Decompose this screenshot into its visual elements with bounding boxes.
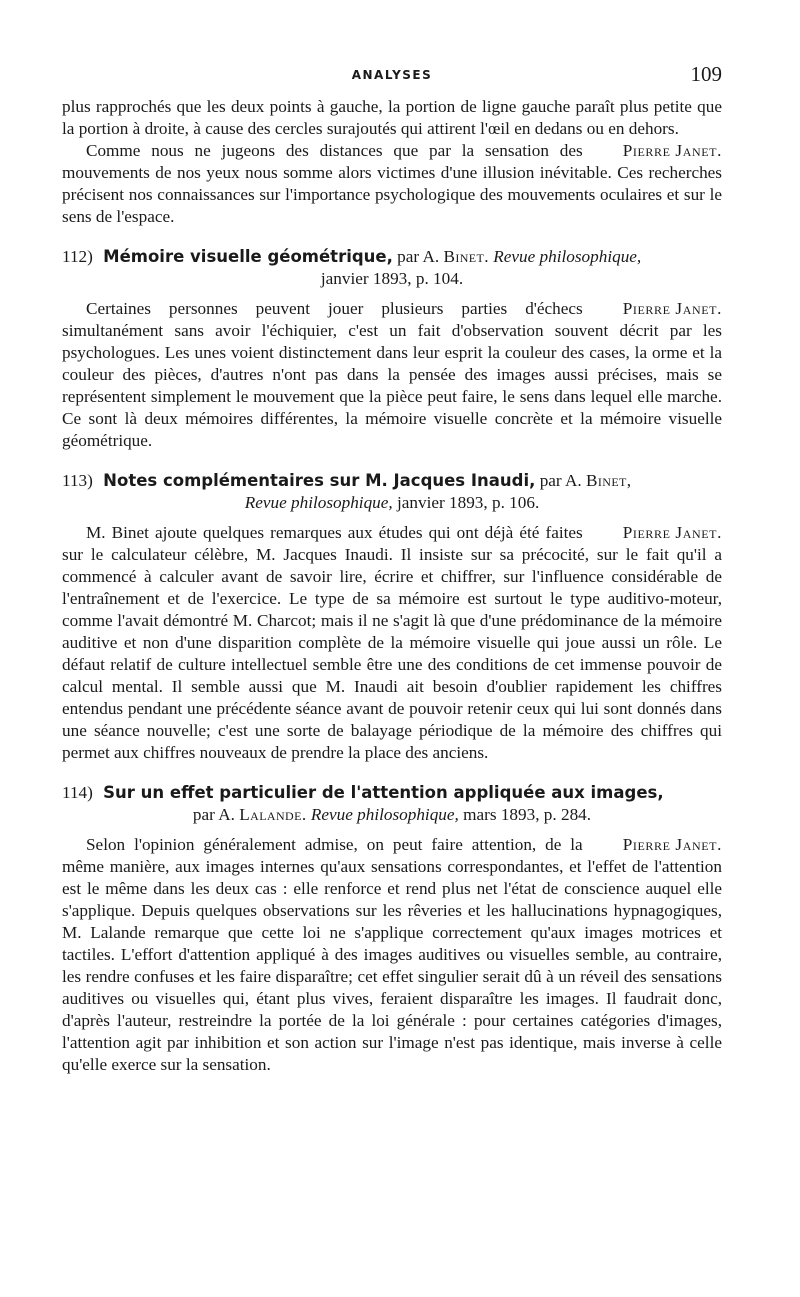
- continued-review: [62, 96, 722, 228]
- page-number: 109: [690, 62, 722, 86]
- page-header: [62, 62, 722, 90]
- entry-text: [62, 298, 722, 452]
- review-entry-113: [62, 470, 722, 764]
- review-entry-114: [62, 782, 722, 1076]
- entry-by: par A.: [397, 247, 440, 266]
- entry-title: Mémoire visuelle géométrique,: [103, 247, 393, 266]
- paragraph-text: M. Binet ajoute quelques remarques aux études qui ont déjà été faites sur le calculateur célèbre, M. Jacques Inaudi. Il insiste sur sa précocité, sur le fait qu'il a commencé à calculer avant de savoir lire, écrire et chiffrer, sur l'influence considérable de l'entraînement et de l'exercice. Le type de sa mémoire est surtout le type auditivo-moteur, comme l'avait démontré M. Charcot; mais il ne s'agit là que d'une prédominance de la mémoire auditive et non d'une disparition complète de la mémoire visuelle qui joue aussi un rôle. Le défaut relatif de culture intellectuel semble être une des conditions de cet immense pouvoir de calcul mental. Il semble aussi que M. Inaudi ait besoin d'oublier rapidement les chiffres entendus pendant une précédente séance avant de pouvoir retenir ceux qui lui sont donnés dans une séance nouvelle; c'est une sorte de balayage périodique de la mémoire des chiffres qui permet aux chiffres nouveaux de prendre la place des anciens.: [62, 523, 722, 762]
- review-entry-112: [62, 246, 722, 452]
- paragraph-text: Certaines personnes peuvent jouer plusieurs parties d'échecs simultanément sans avoir l'échiquier, c'est un fait d'observation souvent décrit par les psychologues. Les unes voient distinctement dans leur esprit la couleur des cases, la orme et la couleur des pièces, d'autres n'ont pas dans la pensée des images aussi précises, mais se représentent simplement le mouvement que la pièce peut faire, le sens dans lequel elle marche. Ce sont là deux mémoires différentes, la mémoire visuelle concrète et la mémoire visuelle géométrique.: [62, 299, 722, 450]
- continued-paragraph: plus rapprochés que les deux points à gauche, la portion de ligne gauche paraît plus petite que la portion à droite, à cause des cercles surajoutés qui attirent l'œil en dedans ou en dehors.: [62, 97, 722, 138]
- entry-date: janvier 1893, p. 104.: [320, 269, 464, 288]
- entry-number: 114): [62, 783, 93, 802]
- entry-journal: Revue philosophique,: [310, 805, 459, 824]
- running-head: ANALYSES: [351, 68, 433, 82]
- entry-by: par A.: [192, 805, 235, 824]
- entry-citation-line: [62, 804, 722, 826]
- entry-heading: [62, 782, 722, 826]
- paragraph-text: Selon l'opinion généralement admise, on peut faire attention, de la même manière, aux images internes qu'aux sensations correspondantes, et l'effet de l'attention est le même dans les deux cas : elle renforce et rend plus net l'état de conscience auquel elle s'applique. Depuis quelques observations sur les rêveries et les hallucinations hypnagogiques, M. Lalande remarque que cette loi ne s'applique correctement qu'aux images motrices et tactiles. L'effort d'attention appliqué à des images auditives ou visuelles semble, au contraire, les rendre confuses et les faire disparaître; cet effet singulier serait dû à un réveil des sensations auditives ou visuelles qui, étant plus vives, feraient disparaître les images. Il faudrait donc, d'après l'auteur, restreindre la portée de la loi générale : pour certaines catégories d'images, l'attention agit par inhibition et son action sur l'image n'est pas identique, mais inverse à celle qu'elle exerce sur la sensation.: [62, 835, 722, 1074]
- entry-number: 113): [62, 471, 93, 490]
- entry-author: Lalande.: [239, 805, 307, 824]
- entry-heading: [62, 246, 722, 290]
- page-body: [62, 96, 722, 1076]
- entry-text: [62, 522, 722, 764]
- review-signature: Pierre Janet.: [622, 835, 722, 854]
- paragraph-text: Comme nous ne jugeons des distances que par la sensation des mouvements de nos yeux nous somme alors victimes d'une illusion inévitable. Ces recherches précisent nos connaissances sur l'importance psychologique des mouvements oculaires et sur le sens de l'espace.: [62, 141, 722, 226]
- entry-by: par A.: [539, 471, 582, 490]
- entry-date: janvier 1893, p. 106.: [397, 493, 540, 512]
- entry-journal: Revue philosophique,: [244, 493, 393, 512]
- entry-number: 112): [62, 247, 93, 266]
- entry-journal: Revue philosophique,: [493, 247, 642, 266]
- entry-title: Sur un effet particulier de l'attention appliquée aux images,: [103, 783, 664, 802]
- entry-heading: [62, 470, 722, 514]
- continued-paragraph-final: [62, 140, 722, 228]
- entry-author: Binet,: [586, 471, 632, 490]
- entry-date: mars 1893, p. 284.: [463, 805, 592, 824]
- review-signature: Pierre Janet.: [622, 523, 722, 542]
- entry-citation-line: [62, 492, 722, 514]
- entry-text: [62, 834, 722, 1076]
- entry-title: Notes complémentaires sur M. Jacques Inaudi,: [103, 471, 536, 490]
- entry-author: Binet.: [443, 247, 489, 266]
- review-signature: Pierre Janet.: [622, 141, 722, 160]
- review-signature: Pierre Janet.: [622, 299, 722, 318]
